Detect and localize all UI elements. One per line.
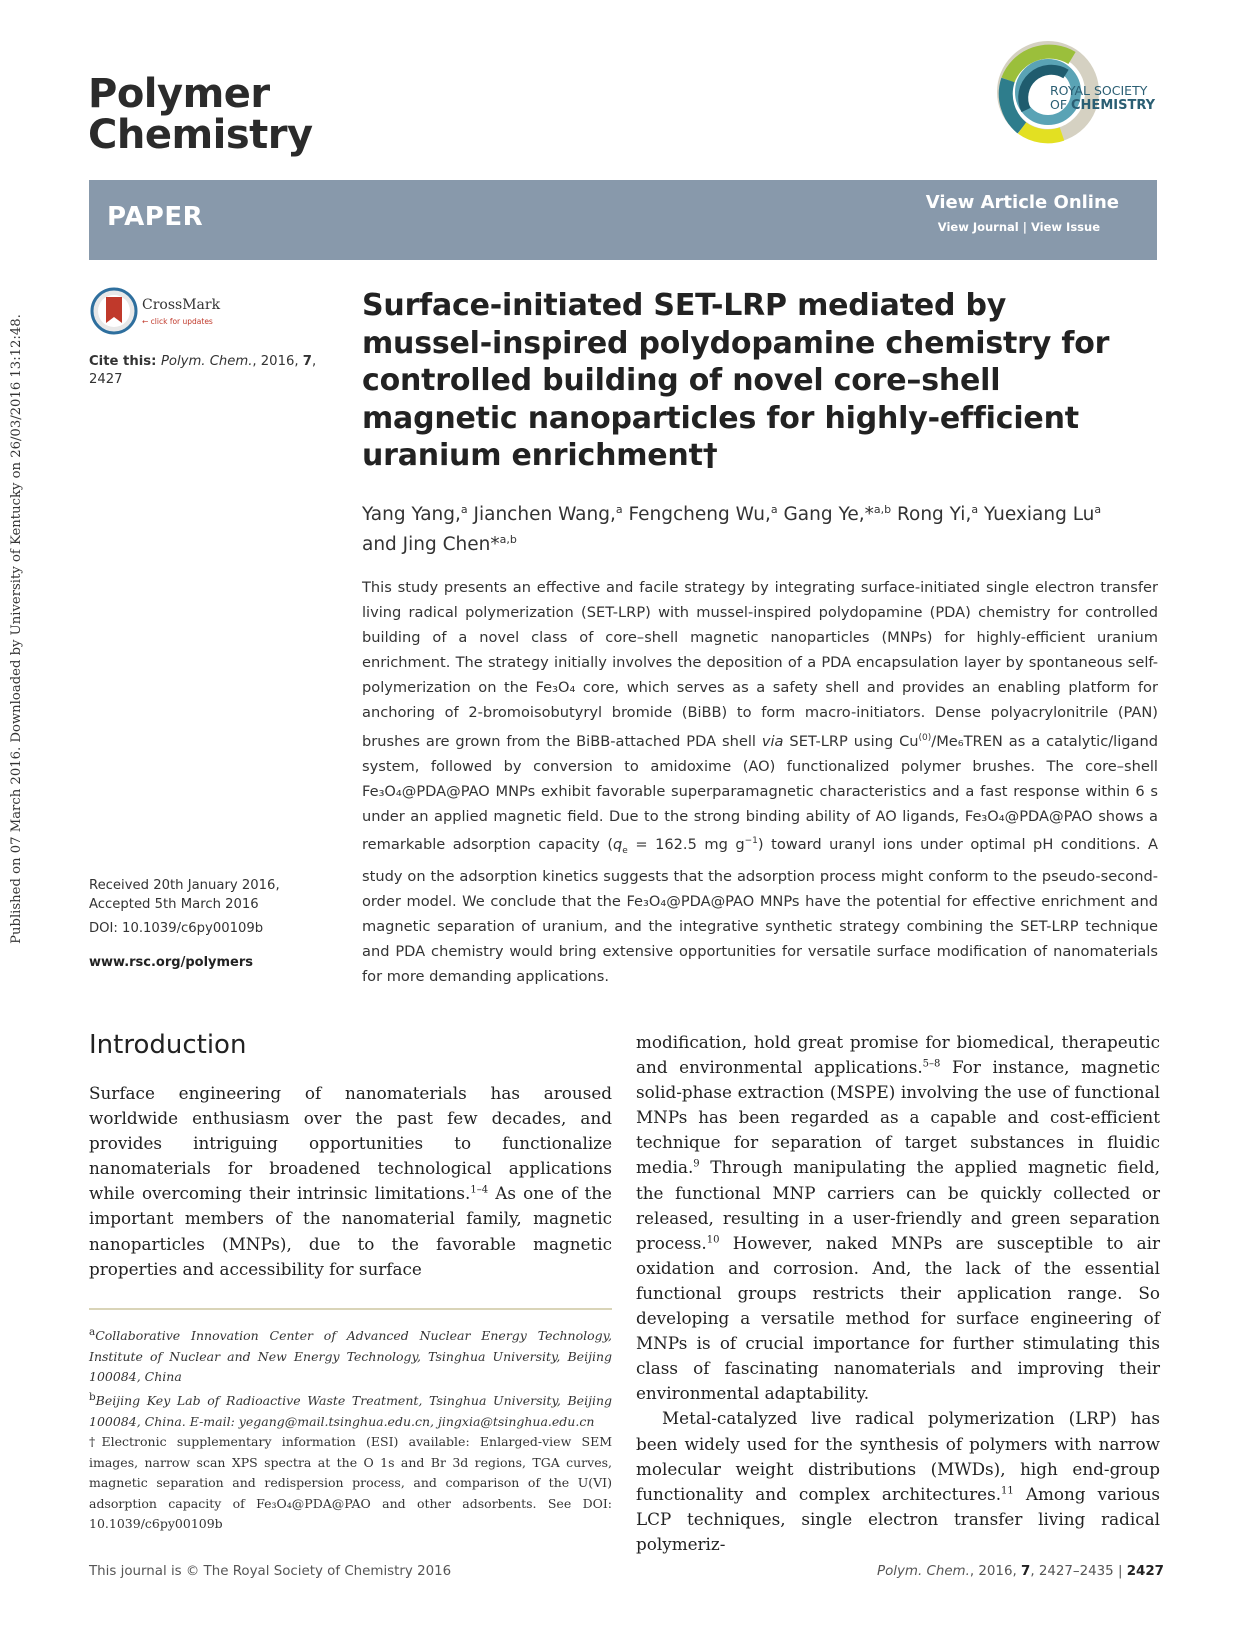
reference-link[interactable]: 5–8 <box>922 1058 941 1070</box>
footer-citation: Polym. Chem., 2016, 7, 2427–2435 | 2427 <box>877 1564 1164 1579</box>
footer-copyright: This journal is © The Royal Society of Chemistry 2016 <box>89 1564 452 1579</box>
reference-link[interactable]: 11 <box>1001 1485 1014 1497</box>
journal-title <box>88 71 313 158</box>
author: Yang Yang, <box>362 504 461 526</box>
rsc-logo-text <box>1050 84 1155 113</box>
author: and Jing Chen* <box>362 534 500 556</box>
paragraph: Metal-catalyzed live radical polymerization (LRP) has been widely used for the synthesis of polymers with narrow molecular weight distributions (MWDs), high end-group functionality and complex architectures.$^{11}$ Among various LCP techniques, single electron transfer living radical polymeriz- <box>636 1408 1160 1554</box>
reference-link[interactable]: 1–4 <box>470 1184 489 1196</box>
rsc-line1: ROYAL SOCIETY <box>1050 83 1148 98</box>
crossmark-badge[interactable] <box>90 287 230 337</box>
footnote-esi: †Electronic supplementary information (ESI) available: Enlarged-view SEM images, narrow scan XPS spectra at the O 1s and Br 3d regions, TGA curves, magnetic separation and redispersion process, and comparison of the U(VI) adsorption capacity of Fe₃O₄@PDA@PAO and other adsorbents. See DOI: 10.1039/c6py00109b <box>89 1434 612 1531</box>
footnote-divider <box>89 1308 612 1310</box>
paragraph: modification, hold great promise for biomedical, therapeutic and environmental applications.$^{5-8}$ For instance, magnetic solid-phase extraction (MSPE) involving the use of functional MNPs has been regarded as a capable and cost-efficient technique for separation of target substances in fluidic media.$^9$ Through manipulating the applied magnetic field, the functional MNP carriers can be quickly collected or released, resulting in a user-friendly and green separation process.$^{10}$ However, naked MNPs are susceptible to air oxidation and corrosion. And, the lack of the essential functional groups restricts their application range. So developing a versatile method for surface engineering of MNPs is of crucial importance for further stimulating this class of fascinating nanomaterials and improving their environmental adaptability. <box>636 1032 1160 1404</box>
crossmark-sub: ← click for updates <box>142 317 213 326</box>
footnotes <box>89 1322 612 1534</box>
view-journal-link[interactable]: View Journal <box>937 220 1019 234</box>
author: Gang Ye,* <box>777 504 874 526</box>
received-date: Received 20th January 2016, <box>89 878 280 893</box>
footnote-affiliation-a: $^a$Collaborative Innovation Center of Advanced Nuclear Energy Technology, Institute of Nuclear and New Energy Technology, Tsinghua University, Beijing 100084, China <box>89 1326 612 1384</box>
link-separator: | <box>1018 220 1031 234</box>
author: Yuexiang Lu <box>978 504 1095 526</box>
crossmark-label: CrossMark <box>142 297 221 313</box>
arrow-left-icon: ← <box>142 317 151 326</box>
article-title: Surface-initiated SET-LRP mediated by mussel-inspired polydopamine chemistry for controlled building of novel core–shell magnetic nanoparticles for highly-efficient uranium enrichment† <box>362 288 1110 473</box>
reference-link[interactable]: 10 <box>706 1234 720 1246</box>
body-column-left: Surface engineering of nanomaterials has aroused worldwide enthusiasm over the past few decades, and provides intriguing opportunities to functionalize nanomaterials for broadened technological applications while overcoming their intrinsic limitations.$^{1-4}$ As one of the important members of the nanomaterial family, magnetic nanoparticles (MNPs), due to the favorable magnetic properties and accessibility for surface <box>89 1083 612 1279</box>
abstract: This study presents an effective and facile strategy by integrating surface-initiated single electron transfer living radical polymerization (SET-LRP) with mussel-inspired polydopamine (PDA) chemistry for controlled building of a novel class of core–shell magnetic nanoparticles (MNPs) for highly-efficient uranium enrichment. The strategy initially involves the deposition of a PDA encapsulation layer by spontaneous self-polymerization on the Fe₃O₄ core, which serves as a safety shell and provides an enabling platform for anchoring of 2-bromoisobutyryl bromide (BiBB) to form macro-initiators. Dense polyacrylonitrile (PAN) brushes are grown from the BiBB-attached PDA shell via SET-LRP using Cu$^{(0)}$/Me₆TREN as a catalytic/ligand system, followed by conversion to amidoxime (AO) functionalized polymer brushes. The core–shell Fe₃O₄@PDA@PAO MNPs exhibit favorable superparamagnetic characteristics and a fast response within 6 s under an applied magnetic field. Due to the strong binding ability of AO ligands, Fe₃O₄@PDA@PAO shows a remarkable adsorption capacity ($q_e = 162.5$ mg $g^{-1}$) toward uranyl ions under optimal pH conditions. A study on the adsorption kinetics suggests that the adsorption process might conform to the pseudo-second-order model. We conclude that the Fe₃O₄@PDA@PAO MNPs have the potential for effective enrichment and magnetic separation of uranium, and the integrative synthetic strategy combining the SET-LRP technique and PDA chemistry would bring extensive opportunities for versatile surface modification of nanomaterials for more demanding applications. <box>362 579 1159 986</box>
body-column-right <box>636 1030 1160 1557</box>
view-issue-link[interactable]: View Issue <box>1030 220 1100 234</box>
download-stamp: Published on 07 March 2016. Downloaded by University of Kentucky on 26/03/2016 13:12:48. <box>9 314 24 944</box>
author: Jianchen Wang, <box>467 504 616 526</box>
footnote-affiliation-b: $^b$Beijing Key Lab of Radioactive Waste Treatment, Tsinghua University, Beijing 100084, China. E-mail: yegang@mail.tsinghua.edu.cn, jingxia@tsinghua.edu.cn <box>89 1391 612 1429</box>
journal-title-line2: Chemistry <box>88 112 313 158</box>
author: Rong Yi, <box>891 504 972 526</box>
page-number: 2427 <box>1126 1564 1164 1579</box>
journal-website-link[interactable]: www.rsc.org/polymers <box>89 955 254 970</box>
citation: Cite this: Polym. Chem., 2016, 7, 2427 <box>89 354 317 387</box>
rsc-line2: OF CHEMISTRY <box>1050 97 1156 113</box>
introduction-heading: Introduction <box>89 1030 247 1060</box>
doi[interactable]: DOI: 10.1039/c6py00109b <box>89 921 264 936</box>
accepted-date: Accepted 5th March 2016 <box>89 897 259 912</box>
banner-links <box>938 220 1100 234</box>
author: Fengcheng Wu, <box>622 504 771 526</box>
journal-title-line1: Polymer <box>88 71 270 117</box>
received-dates <box>89 876 329 914</box>
article-type-label: PAPER <box>107 202 204 232</box>
crossmark-icon <box>90 287 138 335</box>
view-article-online-link[interactable]: View Article Online <box>925 192 1119 213</box>
reference-link[interactable]: 9 <box>693 1158 700 1170</box>
article-type-banner <box>89 180 1157 260</box>
author-list: Yang Yang,$^a$ Jianchen Wang,$^a$ Fengcheng Wu,$^a$ Gang Ye,*$^{a,b}$ Rong Yi,$^a$ Yuexiang Lu$^a$ and Jing Chen*$^{a,b}$ <box>362 503 1102 556</box>
